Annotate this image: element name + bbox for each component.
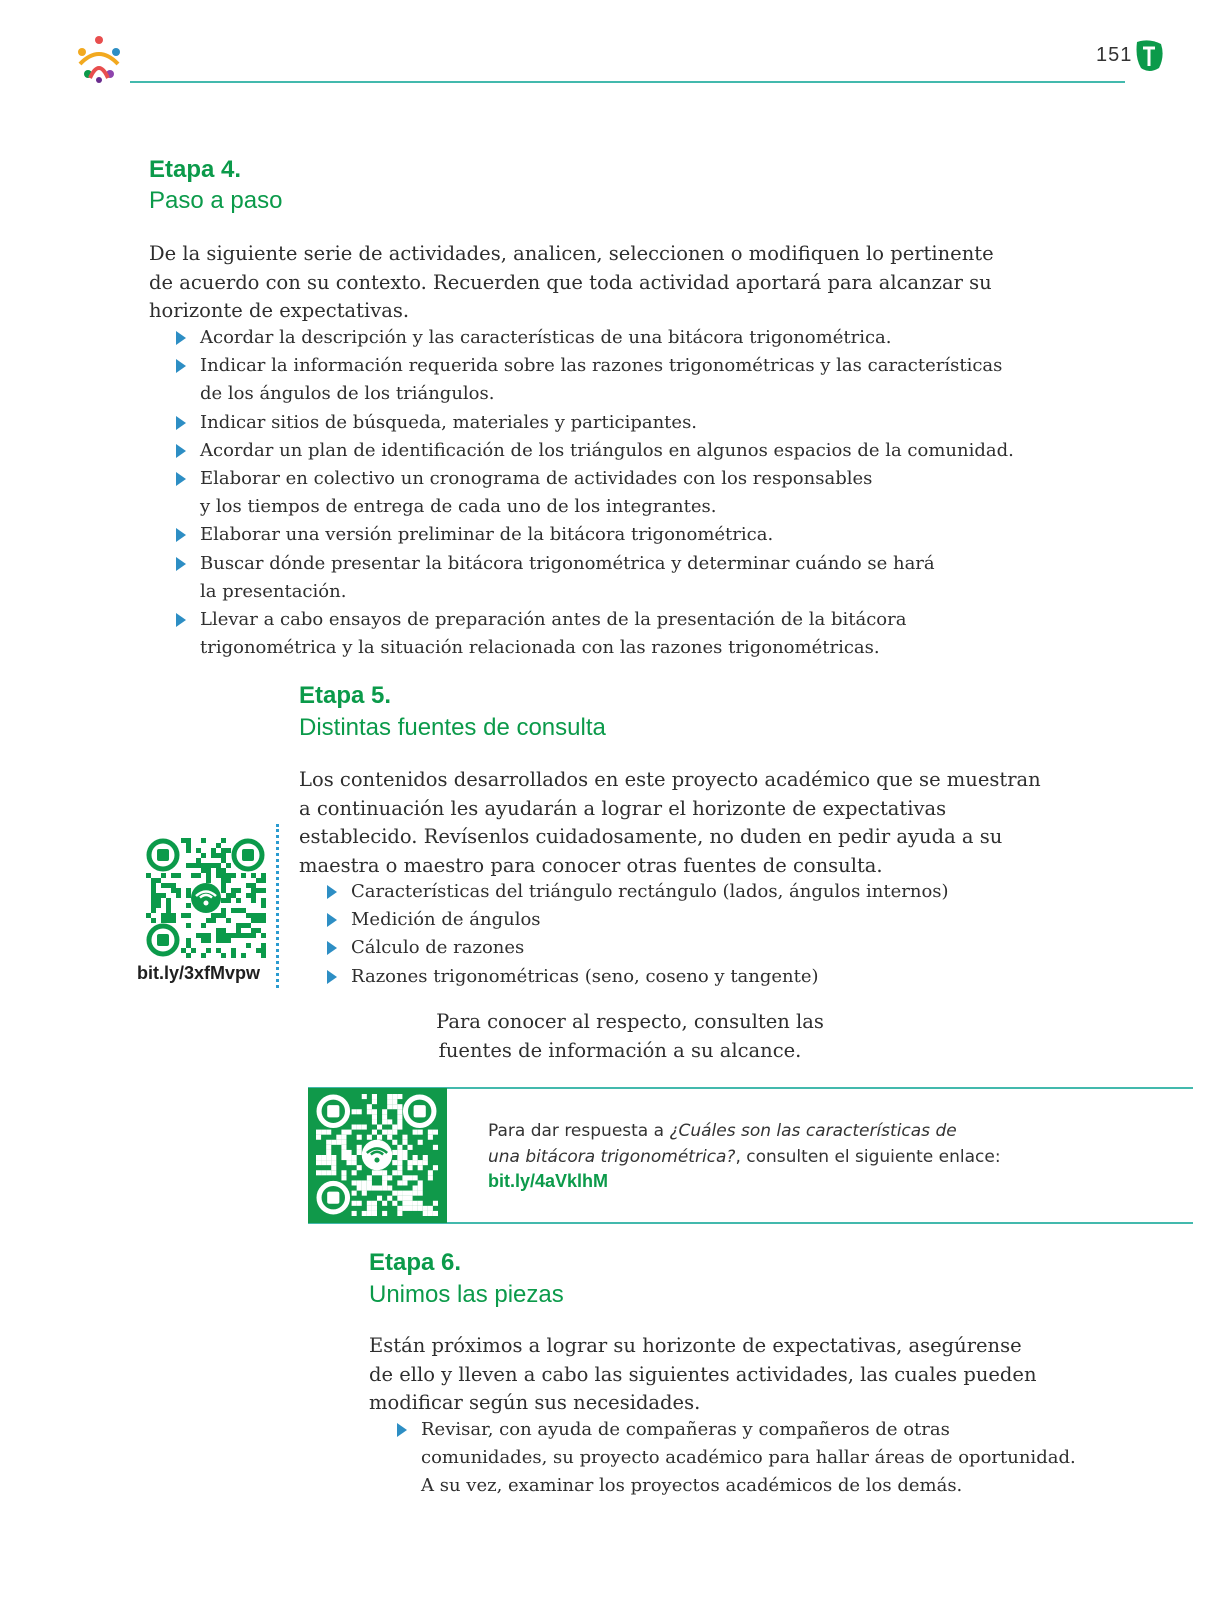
bullet-triangle-icon bbox=[327, 970, 337, 984]
bullet-item bbox=[174, 606, 1014, 662]
bullet-triangle-icon bbox=[327, 913, 337, 927]
bullet-line: Razones trigonométricas (seno, coseno y tangente) bbox=[351, 965, 819, 987]
bullet-item bbox=[325, 934, 949, 962]
etapa6-subtitle: Unimos las piezas bbox=[369, 1281, 564, 1308]
bullet-item bbox=[174, 352, 1014, 408]
bullet-line: Buscar dónde presentar la bitácora trigonométrica y determinar cuándo se hará bbox=[200, 552, 935, 574]
qr-code-icon[interactable] bbox=[146, 838, 266, 958]
infobox-link[interactable]: bit.ly/4aVklhM bbox=[488, 1171, 609, 1191]
bullet-triangle-icon bbox=[327, 941, 337, 955]
etapa5-intro-line: a continuación les ayudarán a lograr el horizonte de expectativas bbox=[299, 796, 947, 820]
etapa5-subtitle: Distintas fuentes de consulta bbox=[299, 714, 606, 741]
qr-link[interactable]: bit.ly/3xfMvpw bbox=[137, 963, 261, 983]
etapa6-intro-line: Están próximos a lograr su horizonte de expectativas, asegúrense bbox=[369, 1334, 1022, 1357]
bullet-line: Elaborar en colectivo un cronograma de actividades con los responsables bbox=[200, 468, 873, 490]
infobox-suffix: , consulten el siguiente enlace: bbox=[735, 1147, 1001, 1167]
bullet-item bbox=[395, 1416, 1076, 1501]
header-rule bbox=[130, 81, 1125, 83]
bullet-item bbox=[325, 906, 949, 934]
bullet-item bbox=[174, 550, 1014, 606]
bullet-line: Cálculo de razones bbox=[351, 937, 525, 959]
etapa5-bullet-list bbox=[325, 878, 949, 991]
bullet-item bbox=[325, 963, 949, 991]
etapa5-intro bbox=[299, 766, 1041, 880]
infobox-question: ¿Cuáles son las características de bbox=[669, 1121, 957, 1141]
series-logo-icon bbox=[72, 34, 126, 84]
green-emblem-icon bbox=[1133, 38, 1165, 74]
bullet-item bbox=[174, 521, 1014, 549]
bullet-triangle-icon bbox=[176, 472, 186, 486]
bullet-line: Medición de ángulos bbox=[351, 909, 541, 931]
bullet-line: Llevar a cabo ensayos de preparación antes de la presentación de la bitácora bbox=[200, 609, 907, 631]
etapa6-intro-line: modificar según sus necesidades. bbox=[369, 1391, 701, 1414]
etapa4-title: Etapa 4. bbox=[149, 156, 242, 183]
bullet-item bbox=[325, 878, 949, 906]
closing-line: Para conocer al respecto, consulten las bbox=[436, 1010, 824, 1033]
page-number: 151 bbox=[1096, 44, 1133, 66]
bullet-line: Acordar un plan de identificación de los triángulos en algunos espacios de la comunidad. bbox=[200, 439, 1014, 461]
bullet-line: Elaborar una versión preliminar de la bitácora trigonométrica. bbox=[200, 524, 774, 546]
etapa6-bullet-list bbox=[395, 1416, 1076, 1501]
bullet-triangle-icon bbox=[176, 557, 186, 571]
etapa6-intro-line: de ello y lleven a cabo las siguientes actividades, las cuales pueden bbox=[369, 1362, 1037, 1386]
etapa6-title: Etapa 6. bbox=[369, 1249, 462, 1276]
bullet-triangle-icon bbox=[176, 613, 186, 627]
bullet-line: Revisar, con ayuda de compañeras y compañeros de otras bbox=[421, 1419, 950, 1440]
etapa5-intro-line: establecido. Revísenlos cuidadosamente, no duden en pedir ayuda a su bbox=[299, 825, 1003, 848]
bullet-line: y los tiempos de entrega de cada uno de los integrantes. bbox=[200, 496, 717, 518]
bullet-line: Acordar la descripción y las características de una bitácora trigonométrica. bbox=[200, 327, 892, 348]
etapa5-intro-line: Los contenidos desarrollados en este proyecto académico que se muestran bbox=[299, 768, 1041, 791]
etapa4-intro bbox=[149, 240, 994, 326]
etapa6-intro bbox=[369, 1332, 1037, 1418]
etapa4-intro-line: horizonte de expectativas. bbox=[149, 299, 410, 322]
etapa4-bullet-list bbox=[174, 324, 1014, 662]
bullet-item bbox=[174, 437, 1014, 465]
bullet-triangle-icon bbox=[397, 1423, 407, 1437]
etapa5-intro-line: maestra o maestro para conocer otras fuentes de consulta. bbox=[299, 853, 883, 877]
bullet-item bbox=[174, 465, 1014, 521]
infobox-prefix: Para dar respuesta a bbox=[488, 1121, 670, 1141]
bullet-line: de los ángulos de los triángulos. bbox=[200, 383, 495, 405]
etapa4-intro-line: de acuerdo con su contexto. Recuerden que toda actividad aportará para alcanzar su bbox=[149, 270, 992, 294]
etapa4-intro-line: De la siguiente serie de actividades, analicen, seleccionen o modifiquen lo pertinente bbox=[149, 242, 994, 265]
infobox-question: una bitácora trigonométrica? bbox=[488, 1147, 736, 1167]
bullet-triangle-icon bbox=[176, 331, 186, 345]
closing-line: fuentes de información a su alcance. bbox=[438, 1039, 802, 1062]
bullet-line: comunidades, su proyecto académico para hallar áreas de oportunidad. bbox=[421, 1447, 1076, 1469]
bullet-triangle-icon bbox=[176, 416, 186, 430]
qr-code-icon[interactable] bbox=[316, 1094, 438, 1216]
bullet-line: A su vez, examinar los proyectos académicos de los demás. bbox=[421, 1475, 963, 1497]
etapa4-subtitle: Paso a paso bbox=[149, 187, 283, 214]
bullet-triangle-icon bbox=[176, 359, 186, 373]
dotted-divider bbox=[276, 824, 279, 988]
bullet-line: Indicar la información requerida sobre las razones trigonométricas y las características bbox=[200, 355, 1003, 377]
bullet-item bbox=[174, 409, 1014, 437]
infobox-text bbox=[488, 1118, 1001, 1170]
bullet-line: la presentación. bbox=[200, 580, 347, 602]
etapa5-closing bbox=[380, 1007, 860, 1065]
bullet-line: Características del triángulo rectángulo (lados, ángulos internos) bbox=[351, 881, 949, 902]
bullet-triangle-icon bbox=[327, 885, 337, 899]
bullet-item bbox=[174, 324, 1014, 352]
bullet-triangle-icon bbox=[176, 528, 186, 542]
etapa5-title: Etapa 5. bbox=[299, 682, 392, 709]
bullet-line: trigonométrica y la situación relacionada con las razones trigonométricas. bbox=[200, 637, 880, 659]
bullet-line: Indicar sitios de búsqueda, materiales y participantes. bbox=[200, 411, 698, 433]
bullet-triangle-icon bbox=[176, 444, 186, 458]
